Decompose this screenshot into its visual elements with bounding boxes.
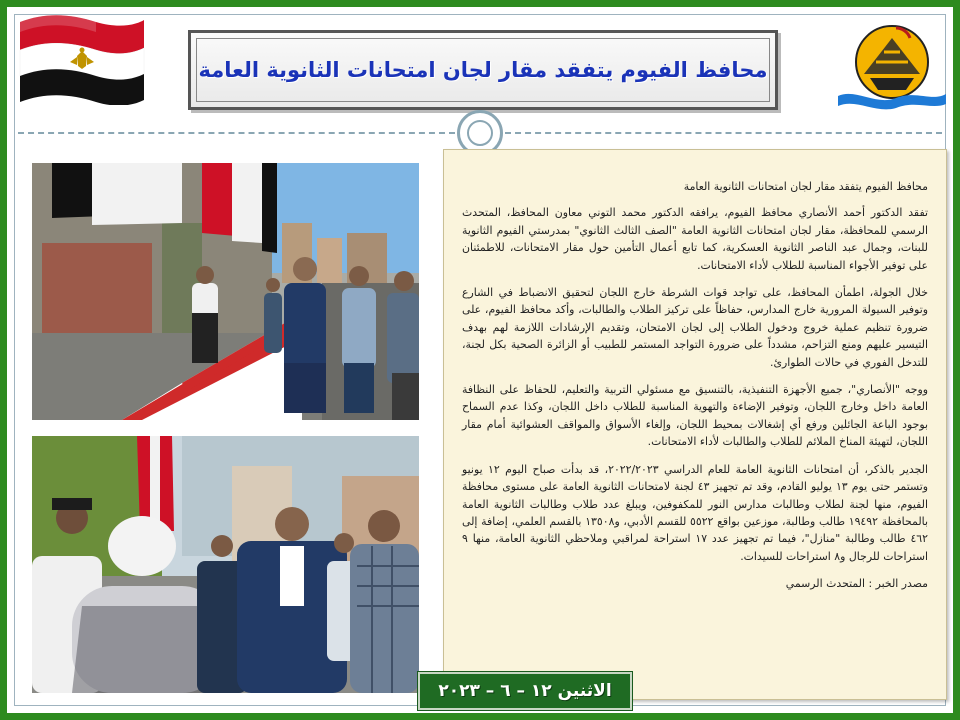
separator-left: [18, 132, 455, 134]
headline-banner-inner: [196, 38, 770, 102]
article-source: مصدر الخبر : المتحدث الرسمي: [785, 577, 928, 591]
article-headline: محافظ الفيوم يتفقد مقار لجان امتحانات الثانوية العامة: [683, 180, 928, 193]
fayoum-governorate-logo-icon: [836, 18, 948, 110]
article-body: [462, 178, 928, 593]
date-bar: [418, 672, 632, 710]
photo-governor-with-staff: [32, 436, 419, 693]
article-paragraph-2: خلال الجولة، اطمأن المحافظ، على تواجد قوات الشرطة خارج اللجان لتحقيق الانضباط في الشارع وتوفير السيولة المرورية خارج المدارس، حفاظاً على تركيز الطلاب والطالبات، وأكد محافظ الفيوم، على ضرورة تنظيم عملية خروج ودخول الطلاب إلى لجان الامتحان، وتقديم الإرشادات اللازمة لهم بهدف التيسير عليهم ومنع التزاحم، مشدداً على ضرورة التواجد المستمر للطبيب أو الزائرة الصحية بكل لجنة، للتدخل الفوري في حالات الطوارئ.: [462, 286, 928, 369]
article-paragraph-4: الجدير بالذكر، أن امتحانات الثانوية العامة للعام الدراسي ٢٠٢٢/٢٠٢٣، قد بدأت صباح اليوم ١٢ يونيو وتستمر حتى يوم ١٣ يوليو القادم، وقد تم تجهيز ٤٣ لجنة لامتحانات الثانوية العامة على مستوى محافظة الفيوم، منها لجنة لطلاب وطالبات مدارس النور للمكفوفين، ويبلغ عدد طلاب وطالبات الثانوية العامة بالمحافظة ١٩٤٩٢ طالب وطالبة، موزعين بواقع ٥٥٢٢ للقسم الأدبي، و١٣٥٠٨ بالقسم العلمي، إضافة إلى ٤٦٢ طالب وطالبة "منازل"، فيما تم تجهيز عدد ١٧ استراحة لمراقبي وملاحظي الثانوية العامة، منها ٩ استراحات للرجال و٨ استراحات للسيدات.: [462, 462, 928, 563]
separator-right: [505, 132, 942, 134]
page-title: محافظ الفيوم يتفقد مقار لجان امتحانات الثانوية العامة: [198, 58, 768, 82]
article-paragraph-1: تفقد الدكتور أحمد الأنصاري محافظ الفيوم، يرافقه الدكتور محمد التوني معاون المحافظ، المتحدث الرسمي للمحافظة، مقار لجان امتحانات الثانوية العامة "الصف الثالث الثانوي" بمدرستي الفيوم الثانوية للبنات، وجمال عبد الناصر الثانوية العسكرية، كما تابع أعمال التأمين حول مقار الامتحانات، للاطمئنان على توفير الأجواء المناسبة للطلاب لأداء الامتحانات.: [462, 206, 928, 272]
headline-banner: [188, 30, 778, 110]
date-text: الاثنين ١٢ – ٦ – ٢٠٢٣: [438, 681, 612, 701]
article-panel: [443, 149, 947, 700]
photo-street-tour: [32, 163, 419, 420]
egypt-flag-icon: [16, 10, 148, 105]
article-paragraph-3: ووجه "الأنصاري"، جميع الأجهزة التنفيذية، بالتنسيق مع مسئولي التربية والتعليم، للحفاظ على النظافة العامة داخل وخارج اللجان، وتوفير الإضاءة والتهوية المناسبة للطلاب داخل اللجان، وكذا عدم السماح بوجود الباعة الجائلين ورفع أي إشغالات بمحيط اللجان، وإلغاء الأسواق والمواقف العشوائية أمام مقار اللجان، لتهيئة المناخ الملائم للطلاب والطالبات لأداء الامتحانات.: [462, 383, 928, 449]
